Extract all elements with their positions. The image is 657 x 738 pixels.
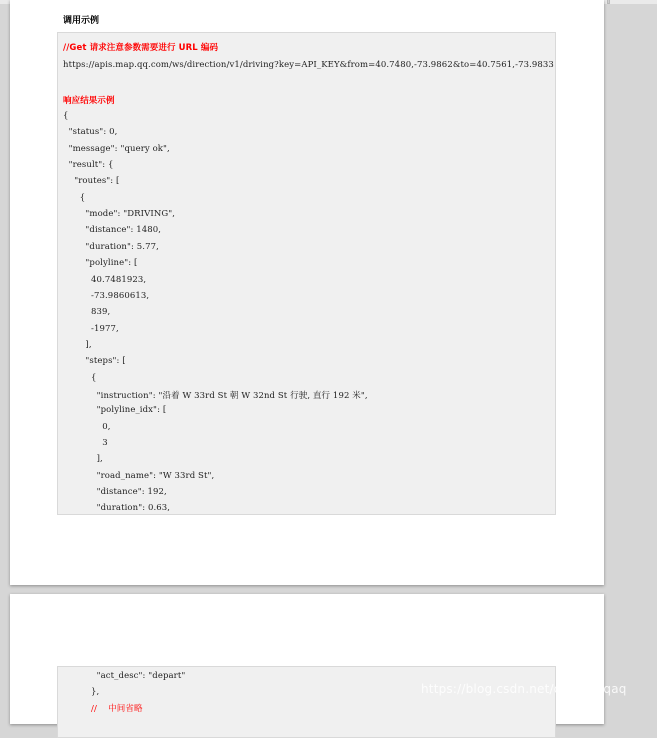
document-page-1 (10, 0, 604, 585)
code-line: "polyline_idx": [ (63, 405, 167, 416)
toolbar-button[interactable] (607, 0, 610, 4)
code-line: -73.9860613, (63, 290, 150, 301)
code-line: "duration": 0.63, (63, 503, 171, 514)
code-block (57, 666, 556, 738)
code-line: 40.7481923, (63, 274, 147, 285)
code-line: "result": { (63, 160, 114, 171)
section-heading: 调用示例 (63, 16, 100, 26)
code-line: "road_name": "W 33rd St", (63, 470, 215, 481)
code-line: { (63, 111, 69, 121)
code-line: "status": 0, (63, 127, 118, 138)
code-line: { (63, 192, 86, 203)
code-line: "act_desc": "depart" (63, 671, 186, 681)
comment-line: //Get 请求注意参数需要进行 URL 编码 (63, 43, 219, 53)
watermark: https://blog.csdn.net/qinyongqaq (421, 682, 627, 696)
document-page-2 (10, 594, 604, 724)
code-line: "polyline": [ (63, 258, 138, 269)
code-line: "steps": [ (63, 356, 126, 367)
code-line: "distance": 1480, (63, 225, 162, 236)
code-line: -1977, (63, 323, 119, 334)
code-line: "message": "query ok", (63, 143, 170, 154)
code-line: 839, (63, 307, 111, 318)
code-line: }, (63, 686, 100, 697)
response-title: 响应结果示例 (63, 96, 115, 106)
code-line: "routes": [ (63, 176, 120, 187)
code-line: "instruction": "沿着 W 33rd St 朝 W 32nd St 行驶, 直行 192 米", (63, 390, 368, 401)
comment-line: // 中间省略 (63, 704, 143, 714)
code-line: ], (63, 339, 92, 350)
code-line: "duration": 5.77, (63, 241, 159, 252)
code-line: { (63, 372, 97, 383)
code-line: "mode": "DRIVING", (63, 209, 176, 220)
code-block (57, 32, 556, 515)
request-url: https://apis.map.qq.com/ws/direction/v1/driving?key=API_KEY&from=40.7480,-73.9862&to=40.7561,-73.9833 (63, 60, 554, 70)
code-line: "distance": 192, (63, 487, 167, 498)
code-line: 3 (63, 438, 108, 448)
code-line: ], (63, 454, 103, 465)
code-line: 0, (63, 421, 111, 432)
